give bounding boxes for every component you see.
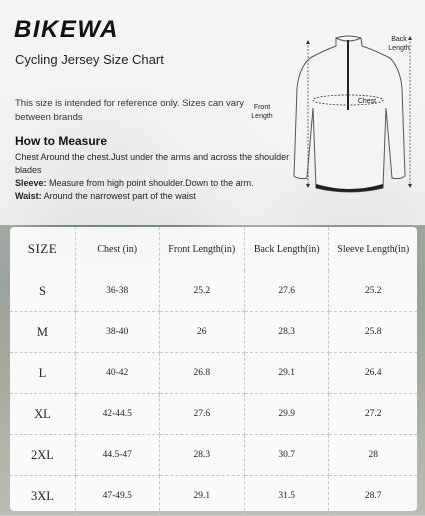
col-header-back-length: Back Length(in) <box>245 227 329 271</box>
sleeve-length-cell: 25.8 <box>329 312 417 353</box>
table-header-row <box>10 227 417 271</box>
col-header-size: SIZE <box>10 227 75 271</box>
size-cell: M <box>10 312 75 353</box>
waist-text: Around the narrowest part of the waist <box>42 191 196 201</box>
table-row <box>10 271 417 312</box>
jersey-outline <box>294 36 405 192</box>
front-length-cell: 28.3 <box>159 435 244 476</box>
sleeve-length-cell: 27.2 <box>329 394 417 435</box>
table-row <box>10 435 417 476</box>
back-length-label: Back Length <box>380 35 418 53</box>
chest-instruction: Chest Around the chest.Just under the arms and across the shoulder blades <box>15 151 305 177</box>
waist-key: Waist: <box>15 191 42 201</box>
front-length-cell: 25.2 <box>159 271 244 312</box>
chest-cell: 38-40 <box>75 312 159 353</box>
table-row <box>10 353 417 394</box>
sleeve-length-cell: 28 <box>329 435 417 476</box>
sleeve-length-cell: 25.2 <box>329 271 417 312</box>
reference-note: This size is intended for reference only. Sizes can vary between brands <box>15 97 245 125</box>
chest-cell: 44.5-47 <box>75 435 159 476</box>
front-length-cell: 27.6 <box>159 394 244 435</box>
table-row <box>10 394 417 435</box>
chest-cell: 40-42 <box>75 353 159 394</box>
col-header-sleeve-length: Sleeve Length(in) <box>329 227 417 271</box>
size-cell: XL <box>10 394 75 435</box>
back-length-cell: 31.5 <box>245 476 329 516</box>
page-title: Cycling Jersey Size Chart <box>15 52 164 67</box>
back-length-cell: 29.1 <box>245 353 329 394</box>
front-length-cell: 29.1 <box>159 476 244 516</box>
size-cell: 3XL <box>10 476 75 516</box>
size-table <box>10 227 417 516</box>
sleeve-key: Sleeve: <box>15 178 47 188</box>
table-row <box>10 312 417 353</box>
sleeve-length-cell: 28.7 <box>329 476 417 516</box>
how-to-measure-title: How to Measure <box>15 134 107 148</box>
front-length-cell: 26.8 <box>159 353 244 394</box>
chest-cell: 42-44.5 <box>75 394 159 435</box>
size-cell: L <box>10 353 75 394</box>
sleeve-text: Measure from high point shoulder.Down to the arm. <box>47 178 254 188</box>
brand-logo: BIKEWA <box>14 16 119 44</box>
chest-label: Chest <box>354 97 380 106</box>
front-length-cell: 26 <box>159 312 244 353</box>
col-header-chest: Chest (in) <box>75 227 159 271</box>
back-length-cell: 30.7 <box>245 435 329 476</box>
back-length-cell: 29.9 <box>245 394 329 435</box>
back-length-cell: 28.3 <box>245 312 329 353</box>
back-length-cell: 27.6 <box>245 271 329 312</box>
col-header-front-length: Front Length(in) <box>159 227 244 271</box>
chest-cell: 47-49.5 <box>75 476 159 516</box>
table-row <box>10 476 417 516</box>
size-cell: 2XL <box>10 435 75 476</box>
front-length-label: Front Length <box>246 103 278 121</box>
size-cell: S <box>10 271 75 312</box>
sleeve-length-cell: 26.4 <box>329 353 417 394</box>
chest-cell: 36-38 <box>75 271 159 312</box>
